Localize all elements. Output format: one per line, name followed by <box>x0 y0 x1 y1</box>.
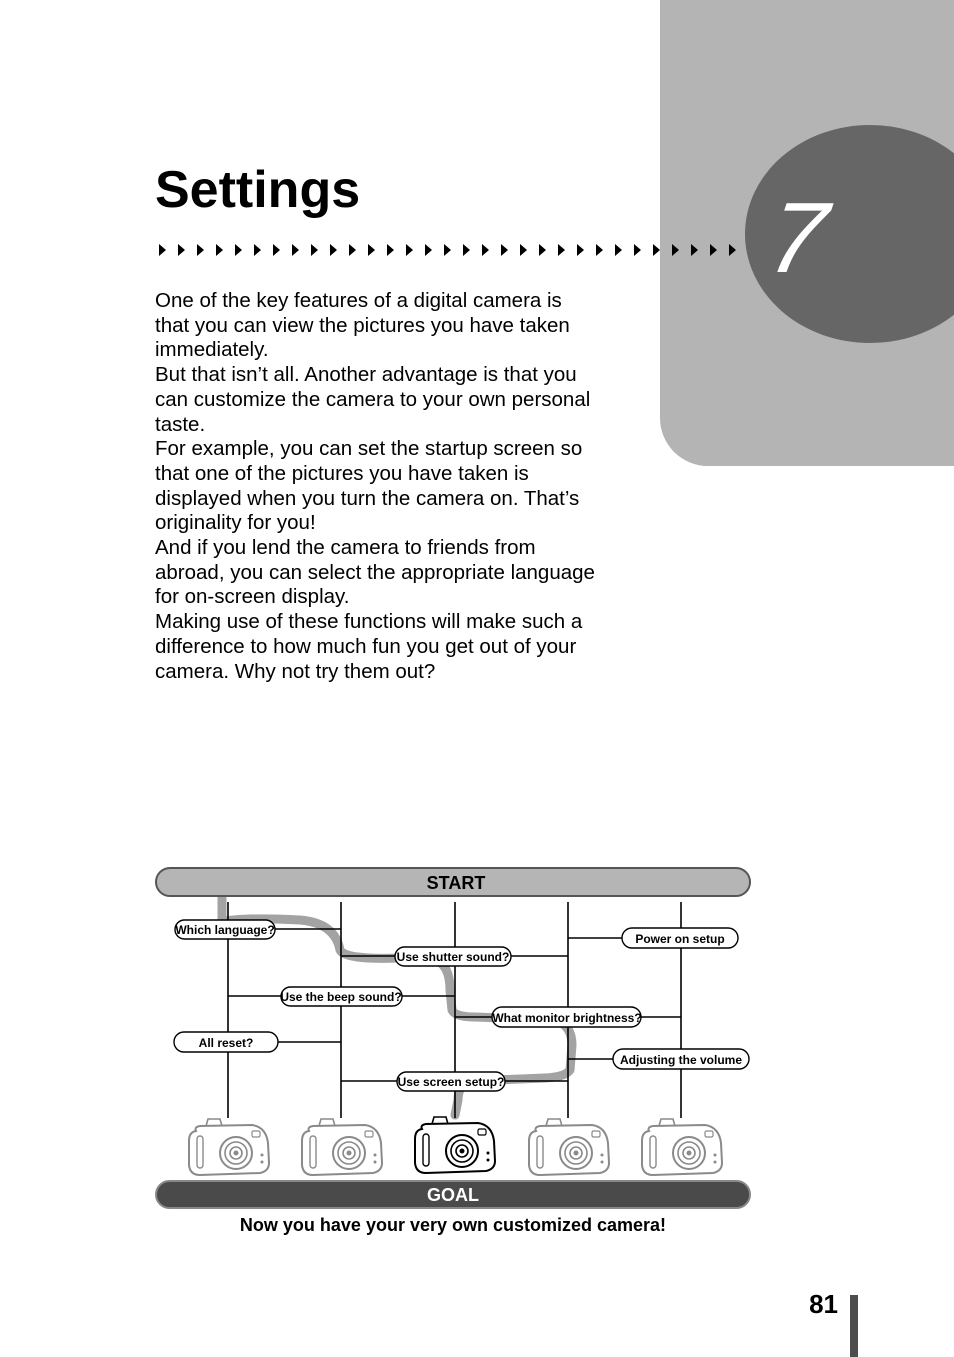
goal-label: GOAL <box>427 1185 479 1205</box>
question-adjusting-volume <box>613 1049 749 1069</box>
svg-text:All reset?: All reset? <box>198 1036 254 1050</box>
intro-paragraph: For example, you can set the startup screen so that one of the pictures you have taken is displayed when you turn the camera on. That’s originality for you! <box>155 437 583 535</box>
question-all-reset <box>174 1032 278 1052</box>
svg-text:Adjusting the volume: Adjusting the volume <box>619 1053 743 1067</box>
flowchart-caption: Now you have your very own customized camera! <box>239 1215 667 1235</box>
page-number: 81 <box>809 1289 838 1319</box>
question-power-on-setup <box>622 928 738 948</box>
intro-paragraph: Making use of these functions will make such a difference to how much fun you get out of your camera. Why not try them out? <box>155 610 583 683</box>
camera-icon <box>529 1119 609 1175</box>
svg-text:Use the beep sound?: Use the beep sound? <box>280 990 402 1004</box>
svg-text:Power on setup: Power on setup <box>635 932 725 946</box>
start-label: START <box>426 873 486 893</box>
intro-paragraph: But that isn’t all. Another advantage is that you can customize the camera to your own personal taste. <box>155 363 591 436</box>
question-use-screen-setup <box>397 1072 505 1091</box>
camera-icon <box>189 1119 269 1175</box>
page-edge-bar <box>850 1295 858 1357</box>
chapter-number: 7 <box>762 182 834 294</box>
intro-paragraph: And if you lend the camera to friends from abroad, you can select the appropriate language for on-screen display. <box>155 536 595 609</box>
camera-icon <box>302 1119 382 1175</box>
svg-text:Use shutter sound?: Use shutter sound? <box>396 950 510 964</box>
question-monitor-brightness <box>492 1007 642 1027</box>
question-which-language <box>175 920 275 939</box>
question-use-shutter-sound <box>395 947 511 966</box>
question-use-beep-sound <box>280 987 402 1006</box>
camera-icon <box>642 1119 722 1175</box>
svg-text:Which language?: Which language? <box>175 923 275 937</box>
svg-text:What monitor brightness?: What monitor brightness? <box>492 1011 642 1025</box>
svg-text:Use screen setup?: Use screen setup? <box>397 1075 505 1089</box>
intro-paragraph: One of the key features of a digital camera is that you can view the pictures you have taken immediately. <box>155 289 570 362</box>
page-title: Settings <box>155 161 361 219</box>
camera-icon <box>415 1117 495 1173</box>
